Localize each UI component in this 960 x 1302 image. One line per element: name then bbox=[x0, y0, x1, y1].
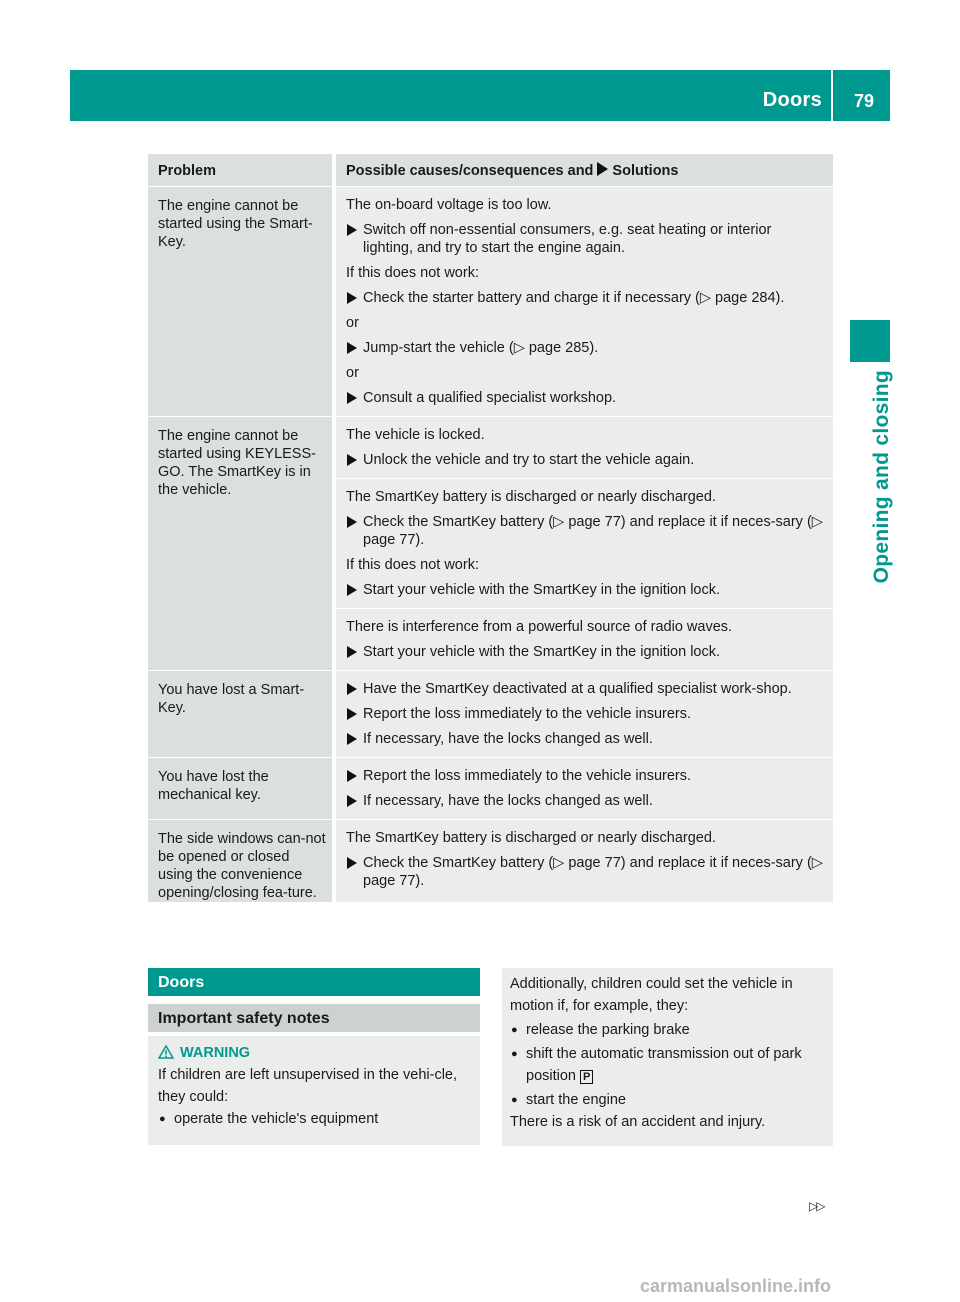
cause-text: There is interference from a powerful source of radio waves. bbox=[346, 619, 733, 635]
action-arrow-icon bbox=[597, 162, 608, 176]
solution-cell bbox=[336, 187, 833, 416]
watermark: carmanualsonline.info bbox=[640, 1276, 832, 1296]
solution-step-text: Report the loss immediately to the vehicle insurers. bbox=[363, 768, 692, 784]
solution-step bbox=[346, 451, 823, 469]
header-divider bbox=[831, 70, 833, 121]
table-header-row bbox=[148, 154, 833, 186]
page-number: 79 bbox=[853, 91, 874, 111]
cause-text: If this does not work: bbox=[346, 557, 479, 573]
bullet-icon: ● bbox=[511, 1024, 518, 1036]
solution-step bbox=[346, 705, 823, 723]
column-header-solutions bbox=[336, 154, 833, 186]
solution-block bbox=[336, 820, 833, 899]
solution-block bbox=[336, 187, 833, 416]
problem-cell: The side windows can-not be opened or closed using the convenience opening/closing fea-ture. bbox=[148, 820, 332, 902]
action-arrow-icon bbox=[347, 454, 357, 466]
action-arrow-icon bbox=[347, 683, 357, 695]
section-heading-doors: Doors bbox=[148, 968, 480, 996]
column-header-solutions-pre: Possible causes/consequences and bbox=[346, 163, 594, 179]
solution-step-text: Start your vehicle with the SmartKey in the ignition lock. bbox=[363, 644, 721, 660]
problem-cell: The engine cannot be started using the Smart-Key. bbox=[148, 187, 332, 416]
solution-block bbox=[336, 417, 833, 478]
action-arrow-icon bbox=[347, 342, 357, 354]
subheading-important-safety-notes: Important safety notes bbox=[148, 1004, 480, 1032]
warning-text: If children are left unsupervised in the vehi-cle, they could: bbox=[158, 1067, 458, 1105]
solution-step bbox=[346, 643, 823, 661]
solution-step bbox=[346, 289, 823, 307]
action-arrow-icon bbox=[347, 770, 357, 782]
side-tab-marker bbox=[850, 320, 890, 362]
column-header-problem: Problem bbox=[148, 154, 332, 186]
bullet-icon: ● bbox=[511, 1094, 518, 1106]
section-title: Doors bbox=[762, 89, 822, 111]
solution-step-text: Check the starter battery and charge it if necessary (▷ page 284). bbox=[363, 290, 785, 306]
solution-step bbox=[346, 581, 823, 599]
solution-step bbox=[346, 221, 823, 257]
solution-step-text: Unlock the vehicle and try to start the vehicle again. bbox=[363, 452, 695, 468]
action-arrow-icon bbox=[347, 224, 357, 236]
solution-step bbox=[346, 513, 823, 549]
solution-block bbox=[336, 758, 833, 819]
bullet-icon: ● bbox=[511, 1048, 518, 1060]
solution-cell bbox=[336, 820, 833, 902]
page-header bbox=[70, 70, 890, 121]
solution-step bbox=[346, 767, 823, 785]
cause-text: The SmartKey battery is discharged or nearly discharged. bbox=[346, 489, 716, 505]
column-header-solutions-post: Solutions bbox=[612, 163, 679, 179]
problem-cell: You have lost the mechanical key. bbox=[148, 758, 332, 819]
cause-text: The vehicle is locked. bbox=[346, 427, 485, 443]
solution-step-text: If necessary, have the locks changed as well. bbox=[363, 793, 653, 809]
cause-text: or bbox=[346, 315, 359, 331]
action-arrow-icon bbox=[347, 795, 357, 807]
solution-step bbox=[346, 792, 823, 810]
solution-step bbox=[346, 730, 823, 748]
action-arrow-icon bbox=[347, 857, 357, 869]
solution-step-text: Switch off non-essential consumers, e.g. seat heating or interior lighting, and try to start the engine again. bbox=[363, 222, 772, 256]
action-arrow-icon bbox=[347, 733, 357, 745]
action-arrow-icon bbox=[347, 392, 357, 404]
action-arrow-icon bbox=[347, 646, 357, 658]
warning-bullet bbox=[158, 1108, 470, 1130]
solution-cell bbox=[336, 671, 833, 757]
table-row bbox=[148, 670, 833, 757]
risk-bullet bbox=[510, 1019, 825, 1041]
warning-bullet-text: operate the vehicle's equipment bbox=[174, 1111, 379, 1127]
problem-cell: The engine cannot be started using KEYLESS-GO. The SmartKey is in the vehicle. bbox=[148, 417, 332, 670]
solution-step-text: Jump-start the vehicle (▷ page 285). bbox=[363, 340, 599, 356]
risk-bullet-text: shift the automatic transmission out of park position bbox=[526, 1046, 802, 1084]
solution-block bbox=[336, 478, 833, 608]
risk-bullet-text: release the parking brake bbox=[526, 1022, 690, 1038]
risk-bullet bbox=[510, 1089, 825, 1111]
side-tab-label: Opening and closing bbox=[870, 370, 893, 584]
table-row bbox=[148, 416, 833, 670]
warning-triangle-icon bbox=[158, 1045, 174, 1059]
table-row bbox=[148, 757, 833, 819]
solution-step bbox=[346, 339, 823, 357]
cause-text: If this does not work: bbox=[346, 265, 479, 281]
solution-step-text: Check the SmartKey battery (▷ page 77) and replace it if neces-sary (▷ page 77). bbox=[363, 855, 823, 889]
solution-step-text: Start your vehicle with the SmartKey in the ignition lock. bbox=[363, 582, 721, 598]
solution-block bbox=[336, 608, 833, 670]
table-row bbox=[148, 186, 833, 416]
solution-step bbox=[346, 680, 823, 698]
solution-step-text: If necessary, have the locks changed as well. bbox=[363, 731, 653, 747]
solution-step-text: Consult a qualified specialist workshop. bbox=[363, 390, 617, 406]
warning-title bbox=[158, 1042, 470, 1064]
warning-box bbox=[148, 1036, 480, 1145]
solution-block bbox=[336, 671, 833, 757]
warning-label: WARNING bbox=[180, 1045, 251, 1061]
cause-text: The SmartKey battery is discharged or nearly discharged. bbox=[346, 830, 716, 846]
solution-cell bbox=[336, 417, 833, 670]
action-arrow-icon bbox=[347, 516, 357, 528]
risk-bullet bbox=[510, 1043, 825, 1087]
action-arrow-icon bbox=[347, 584, 357, 596]
risk-intro: Additionally, children could set the vehicle in motion if, for example, they: bbox=[510, 976, 793, 1014]
risk-bullet-text: start the engine bbox=[526, 1092, 626, 1108]
park-position-symbol: P bbox=[580, 1070, 593, 1084]
solution-step-text: Check the SmartKey battery (▷ page 77) and replace it if neces-sary (▷ page 77). bbox=[363, 514, 823, 548]
action-arrow-icon bbox=[347, 292, 357, 304]
solution-step bbox=[346, 854, 823, 890]
problem-cell: You have lost a Smart-Key. bbox=[148, 671, 332, 757]
risk-outro: There is a risk of an accident and injury. bbox=[510, 1114, 766, 1130]
action-arrow-icon bbox=[347, 708, 357, 720]
continued-arrows-icon: ▷▷ bbox=[809, 1199, 824, 1213]
solution-step bbox=[346, 389, 823, 407]
solution-step-text: Have the SmartKey deactivated at a qualified specialist work-shop. bbox=[363, 681, 792, 697]
bullet-icon: ● bbox=[159, 1113, 166, 1125]
solution-cell bbox=[336, 758, 833, 819]
cause-text: The on-board voltage is too low. bbox=[346, 197, 552, 213]
solution-step-text: Report the loss immediately to the vehicle insurers. bbox=[363, 706, 692, 722]
cause-text: or bbox=[346, 365, 359, 381]
troubleshooting-table bbox=[148, 154, 833, 902]
table-row bbox=[148, 819, 833, 902]
children-risk-box bbox=[502, 968, 833, 1146]
